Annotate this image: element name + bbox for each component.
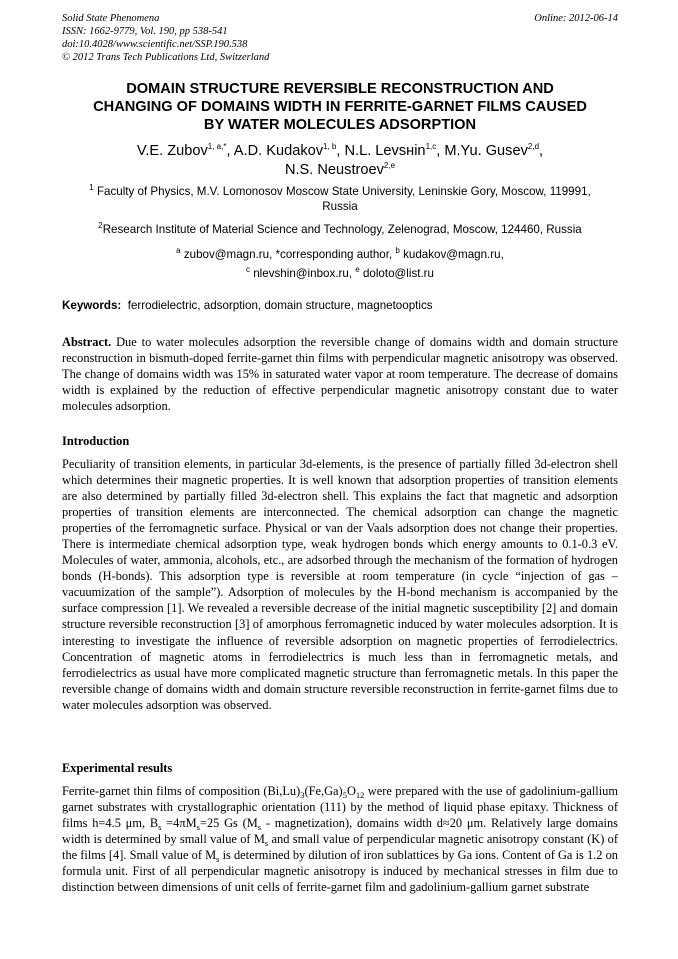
affiliation-number: 1 xyxy=(89,183,94,193)
journal-header xyxy=(62,12,618,64)
abstract-label: Abstract. xyxy=(62,335,112,349)
author-name: A.D. Kudakov xyxy=(233,143,324,159)
paper-title xyxy=(62,80,618,134)
keywords-label: Keywords: xyxy=(62,299,122,312)
email-text: zubov@magn.ru, *corresponding author, xyxy=(183,248,393,261)
author-line-1: V.E. Zubov$^{1, a,*}$, A.D. Kudakov$^{1, b}$, N.L. Levsнin$^{1,c}$, M.Yu. Gusev$^{2,d}$, xyxy=(136,142,544,159)
introduction-text: Peculiarity of transition elements, in particular 3d-elements, is the presence of partially filled 3d-electron shell which determines their magnetic properties. It is well known that adsorption properties of transition elements are also determined by partially filled 3d-electron shell. This explains the fact that magnetic and adsorption properties of transition elements are interconnected. The chemical adsorption can change the magnetic properties of the ferromagnetic surface. Physical or van der Vaals adsorption does not change their properties. There is intermediate chemical adsorption type, weak hydrogen bonds which energy amounts to 0.1-0.3 eV. Molecules of water, ammonia, alcohols, etc., are adsorbed through the mechanism of the formation of hydrogen bonds (H-bonds). This adsorption type is reversible at room temperature (in cycle “injection of gas – vacuumization of the sample”). Adsorption of molecules by the H-bond mechanism is accompanied by the surface compression [1]. We revealed a reversible decrease of the initial magnetic susceptibility [2] and domain structure reversible reconstruction [3] of amorphous ferromagnetic induced by water molecules adsorption. It is interesting to investigate the influence of reversible adsorption on magnetic properties of ferrodielectrics. Concentration of magnetic atoms in ferrodielectrics is much less than in ferromagnetic metals, and ferrodielectrics as usual have more complicated magnetic structure than ferromagnetic metals. In this paper the reversible change of domains width and domain structure reversible reconstruction in ferrite-garnet films due to water molecules adsorption was observed. xyxy=(62,457,618,712)
author-list xyxy=(62,142,618,180)
experimental-text: Ferrite-garnet thin films of composition $(Bi,Lu)_3(Fe,Ga)_5O_{12}$ were prepared with the use of gadolinium-gallium garnet substrates with crystallographic orientation (111) by the method of liquid phase epitaxy. Thickness of films h=4.5 μm, $B_s =4\pi M_s=25$ Gs ($M_s$ - magnetization), domains width d≈20 μm. Relatively large domains width is determined by small value of $M_s$ and small value of perpendicular magnetic anisotropy constant (K) of the films [4]. Small value of $M_s$ is determined by dilution of iron sublattices by Ga ions. Content of Ga is 1.2 on formula unit. First of all perpendicular magnetic anisotropy is induced by mechanical stresses in film due to distinction between dimensions of unit cells of ferrite-garnet film and gadolinium-gallium garnet substrate xyxy=(62,784,619,895)
copyright-line: © 2012 Trans Tech Publications Ltd, Switzerland xyxy=(62,52,270,63)
title-line-1: DOMAIN STRUCTURE REVERSIBLE RECONSTRUCTION AND xyxy=(126,81,554,97)
email-text: kudakov@magn.ru, xyxy=(403,248,504,261)
author-name: N.L. Levsнin xyxy=(344,143,426,159)
email-mark: b xyxy=(395,246,400,256)
keywords xyxy=(62,298,618,313)
keywords-text: ferrodielectric, adsorption, domain structure, magnetooptics xyxy=(127,299,433,312)
email-mark: e xyxy=(355,265,360,275)
email-mark: c xyxy=(246,265,250,275)
affiliation-number: 2 xyxy=(98,221,103,231)
author-name: V.E. Zubov xyxy=(136,143,208,159)
title-line-3: BY WATER MOLECULES ADSORPTION xyxy=(203,117,477,133)
abstract-text: Due to water molecules adsorption the reversible change of domains width and domain structure reconstruction in bismuth-doped ferrite-garnet thin films with perpendicular magnetic anisotropy was observed. The change of domains width was 15% in saturated water vapor at room temperature. The decrease of domains width is explained by the reduction of effective perpendicular magnetic anisotropy constant due to water molecules adsorption. xyxy=(62,335,618,414)
author-affiliation-mark: 2,d xyxy=(527,142,540,152)
author-name: N.S. Neustroev xyxy=(284,162,384,178)
author-affiliation-mark: 1, b xyxy=(323,142,337,152)
email-list xyxy=(62,245,618,283)
affiliation-text: Russia xyxy=(322,200,358,213)
author-line-2 xyxy=(62,161,618,180)
affiliation-text: Faculty of Physics, M.V. Lomonosov Moscow State University, Leninskie Gory, Moscow, 119991, xyxy=(96,185,591,198)
email-mark: a xyxy=(176,246,181,256)
author-affiliation-mark: 2,e xyxy=(383,161,396,171)
author-name: M.Yu. Gusev xyxy=(444,143,528,159)
email-text: nlevshin@inbox.ru, xyxy=(253,267,353,280)
journal-name: Solid State Phenomena xyxy=(62,13,160,24)
issn-line: ISSN: 1662-9779, Vol. 190, pp 538-541 xyxy=(62,26,228,37)
section-heading-experimental: Experimental results xyxy=(62,761,173,775)
author-affiliation-mark: 1, a,* xyxy=(207,142,227,152)
title-line-2: CHANGING OF DOMAINS WIDTH IN FERRITE-GARNET FILMS CAUSED xyxy=(93,99,587,115)
online-date: Online: 2012-06-14 xyxy=(534,13,618,24)
author-affiliation-mark: 1,c xyxy=(425,142,437,152)
affiliation-text: Research Institute of Material Science and Technology, Zelenograd, Moscow, 124460, Russia xyxy=(102,223,582,236)
affiliation-2 xyxy=(62,222,618,237)
abstract xyxy=(62,334,618,414)
section-heading-introduction: Introduction xyxy=(62,434,130,448)
affiliation-1 xyxy=(62,184,618,214)
email-text: doloto@list.ru xyxy=(362,267,434,280)
doi-line: doi:10.4028/www.scientific.net/SSP.190.538 xyxy=(62,39,248,50)
